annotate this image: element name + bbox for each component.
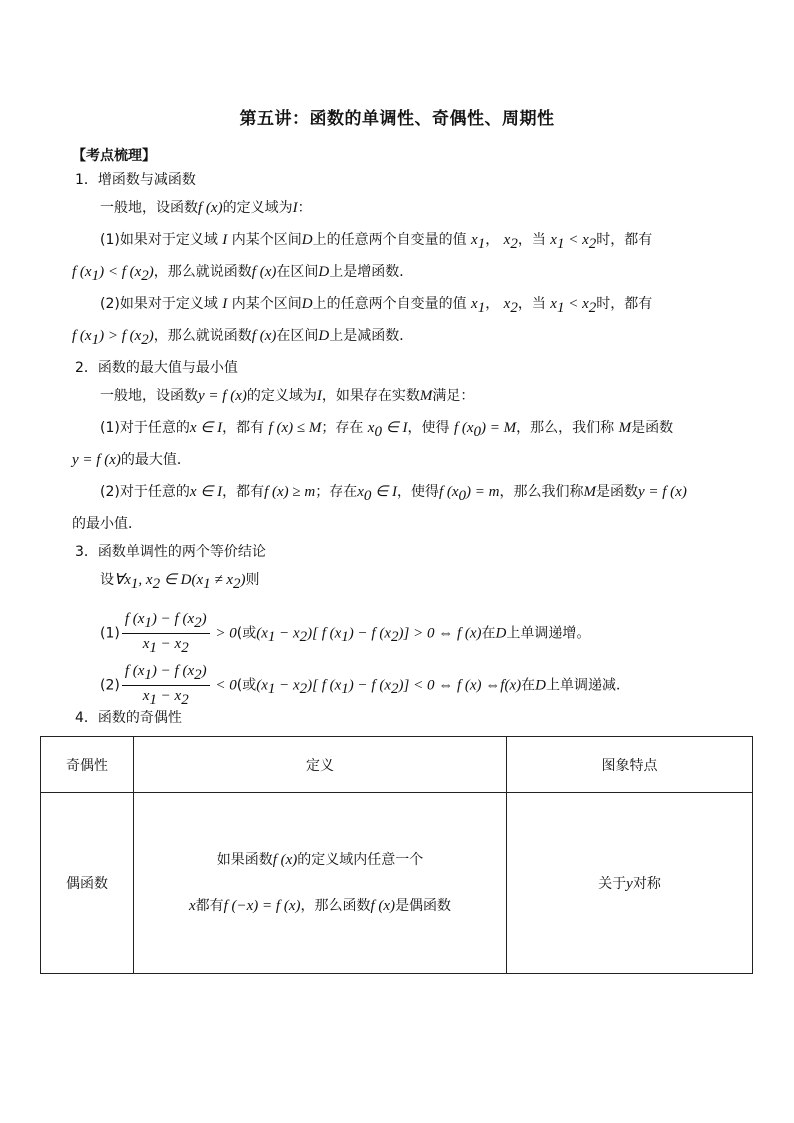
s2-intro: 一般地，设函数y = f (x)的定义域为I，如果存在实数M满足： xyxy=(100,388,475,404)
section-tag: 【考点梳理】 xyxy=(72,148,156,164)
table-header-row xyxy=(41,737,753,793)
difference-quotient: $\frac{f (x_1) - f (x_2)}{x_1 - x_2}$ xyxy=(122,662,210,709)
s3-conclusion-1: (1) $\frac{f (x_1) - f (x_2)}{x_1 - x_2}$ > 0(或$(x_1 - x_2)$[ f $(x_1) - f$ $(x_2)] > 0$ ⇔ f (x)在D上单调递增。 xyxy=(100,611,591,656)
difference-quotient: $\frac{f (x_1) - f (x_2)}{x_1 - x_2}$ xyxy=(122,610,210,657)
table-row xyxy=(41,793,753,974)
s2-paragraph-2-line-2: 的最小值． xyxy=(72,516,142,532)
page-title: 第五讲：函数的单调性、奇偶性、周期性 xyxy=(239,109,555,129)
row-label-even-function: 偶函数 xyxy=(41,793,134,974)
table-header-cell: 图象特点 xyxy=(507,737,753,793)
s2-paragraph-1-line-2: y = f (x)的最大值． xyxy=(72,452,191,468)
section-4-heading: 4．函数的奇偶性 xyxy=(75,710,182,726)
s2-paragraph-2-line-1: (2)对于任意的x ∈ I，都有f (x) ≥ m；存在$x_0$ ∈ I，使得f $(x_0) = m$，那么我们称M是函数y = f (x) xyxy=(100,484,687,504)
s2-paragraph-1-line-1: (1)对于任意的x ∈ I，都有 f (x) ≤ M；存在 $x_0$ ∈ I，使得 f $(x_0) = M$，那么，我们称 M是函数 xyxy=(100,420,674,440)
table-header-cell: 奇偶性 xyxy=(41,737,134,793)
s3-conclusion-2: (2) $\frac{f (x_1) - f (x_2)}{x_1 - x_2}$ < 0(或$(x_1 - x_2)$[ f $(x_1) - f$ $(x_2)] < 0$ ⇔ f (x) ⇔f(x)在D上单调递减． xyxy=(100,663,630,708)
section-2-heading: 2．函数的最大值与最小值 xyxy=(75,360,238,376)
s3-intro: 设$\forall x_1$, $x_2$ ∈ $D(x_1 \ne x_2)$则 xyxy=(100,572,260,592)
s1-paragraph-1-line-1: (1)如果对于定义域 I 内某个区间D上的任意两个自变量的值 $x_1$， $x_2$，当 $x_1 < x_2$时，都有 xyxy=(100,232,653,252)
s1-paragraph-2-line-1: (2)如果对于定义域 I 内某个区间D上的任意两个自变量的值 $x_1$， $x_2$，当 $x_1 < x_2$时，都有 xyxy=(100,296,653,316)
even-function-graph-feature: 关于y对称 xyxy=(507,793,753,974)
even-function-definition: 如果函数f (x)的定义域内任意一个 x都有f (−x) = f (x)，那么函数f (x)是偶函数 xyxy=(134,793,507,974)
s1-paragraph-1-line-2: f $(x_1) < f$ $(x_2)$，那么就说函数f (x)在区间D上是增函数． xyxy=(72,264,414,284)
s1-paragraph-2-line-2: f $(x_1) > f$ $(x_2)$，那么就说函数f (x)在区间D上是减函数． xyxy=(72,328,414,348)
s1-intro: 一般地，设函数f (x)的定义域为I： xyxy=(100,200,312,216)
parity-table xyxy=(40,736,753,974)
section-1-heading: 1．增函数与减函数 xyxy=(75,172,196,188)
table-header-cell: 定义 xyxy=(134,737,507,793)
section-3-heading: 3．函数单调性的两个等价结论 xyxy=(75,544,266,560)
